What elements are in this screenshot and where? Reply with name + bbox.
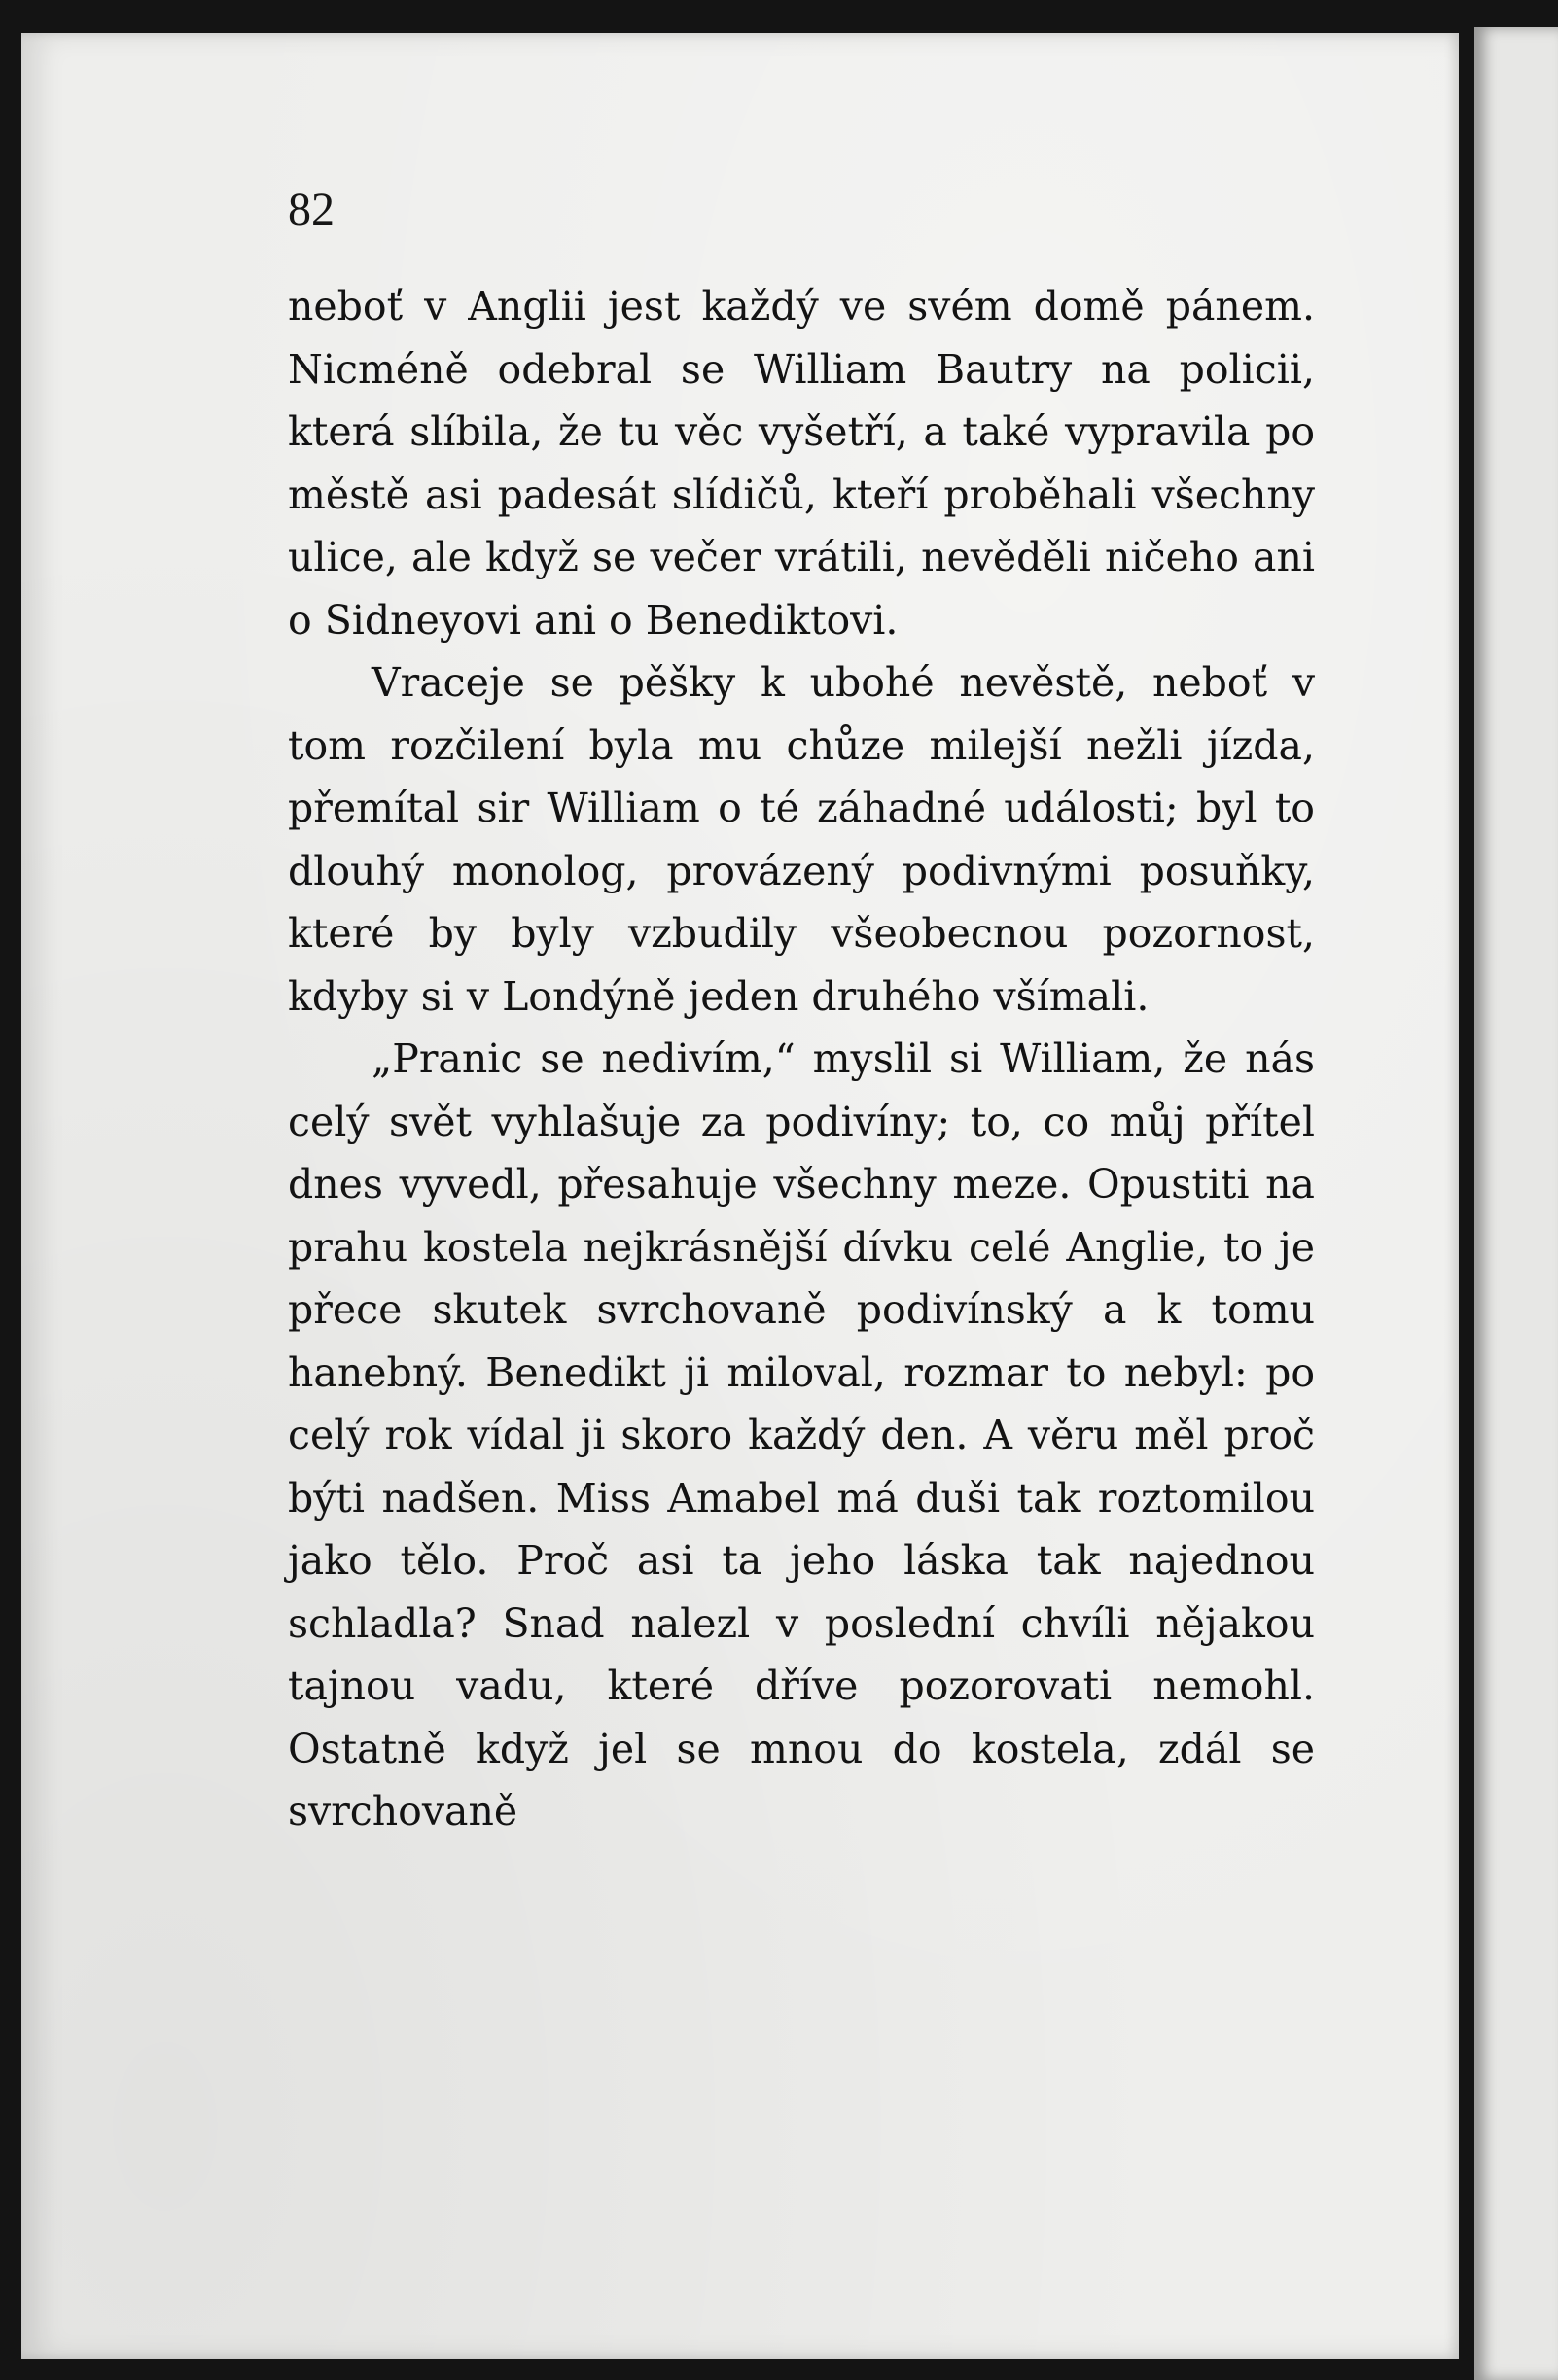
paragraph-3: „Pranic se nedivím,“ myslil si William, že nás celý svět vyhlašuje za podivíny; to, co můj přítel dnes vyvedl, přesahuje všechny meze. Opustiti na prahu kostela nejkrásnější dívku celé Anglie, to je přece skutek svrchovaně podivínský a k tomu hanebný. Benedikt ji miloval, rozmar to nebyl: po celý rok vídal ji skoro každý den. A věru měl proč býti nadšen. Miss Amabel má duši tak roztomilou jako tělo. Proč asi ta jeho láska tak najednou schladla? Snad nalezl v poslední chvíli nějakou tajnou vadu, které dříve pozorovati nemohl. Ostatně když jel se mnou do kostela, zdál se svrchovaně: [288, 1035, 1315, 1835]
page-text: [288, 275, 1315, 1843]
page-number: 82: [288, 184, 335, 235]
paragraph-1: neboť v Anglii jest každý ve svém domě pánem. Nicméně odebral se William Bautry na policii, která slíbila, že tu věc vyšetří, a také vypravila po městě asi padesát slídičů, kteří proběhali všechny ulice, ale když se večer vrátili, nevěděli ničeho ani o Sidneyovi ani o Benediktovi.: [288, 283, 1315, 644]
paragraph-2: Vraceje se pěšky k ubohé nevěstě, neboť v tom rozčilení byla mu chůze milejší nežli jízda, přemítal sir William o té záhadné události; byl to dlouhý monolog, provázený podivnými posuňky, které by byly vzbudily všeobecnou pozornost, kdyby si v Londýně jeden druhého všímali.: [288, 659, 1315, 1020]
next-page-edge: [1474, 27, 1558, 2380]
